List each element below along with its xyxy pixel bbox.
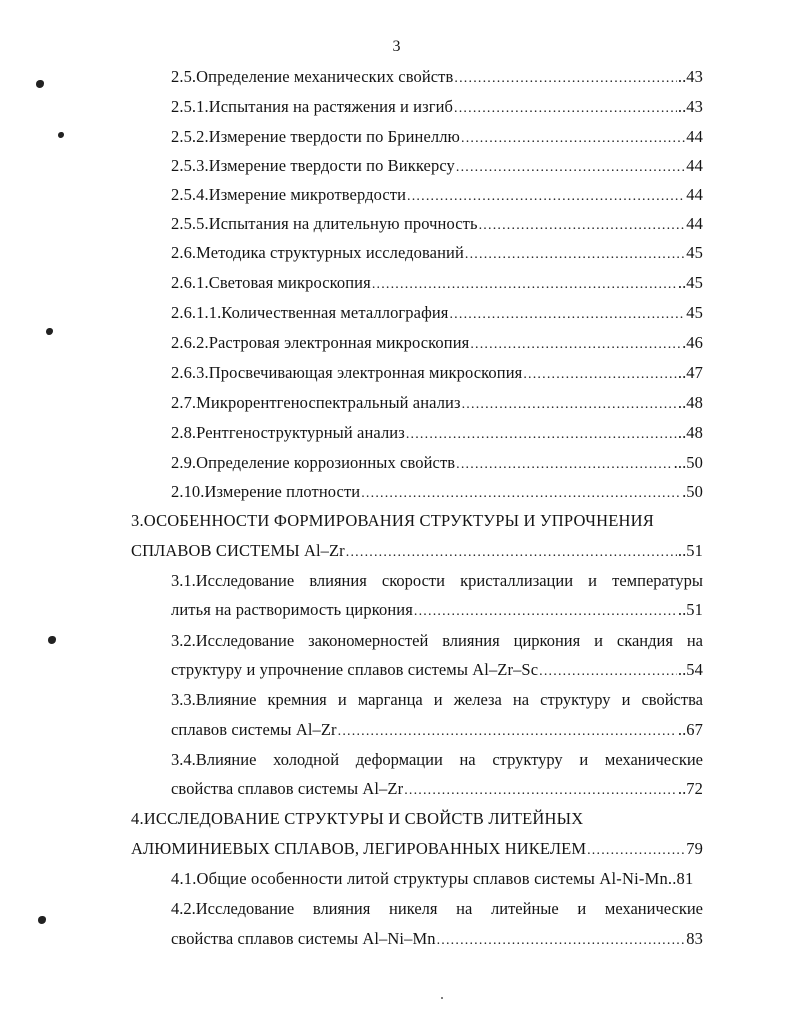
toc-entry-page: ..54 bbox=[677, 660, 703, 679]
dot-leader bbox=[539, 661, 677, 683]
toc-entry-page: ..43 bbox=[677, 67, 703, 86]
chapter-title-continued: СПЛАВОВ СИСТЕМЫ Al–Zr bbox=[131, 541, 345, 560]
toc-entry-label: 2.5.1.Испытания на растяжения и изгиб bbox=[171, 97, 454, 116]
toc-entry bbox=[171, 213, 703, 237]
toc-entry-line1: 3.3.Влияние кремния и марганца и железа на структуру и свойства bbox=[171, 690, 703, 709]
toc-entry-page: ..48 bbox=[677, 423, 703, 442]
toc-entry-page: ..47 bbox=[677, 363, 703, 382]
toc-entry-label: 2.6.2.Растровая электронная микроскопия bbox=[171, 333, 470, 352]
scan-mark bbox=[38, 916, 46, 924]
dot-leader bbox=[461, 128, 685, 150]
toc-entry-label: 2.6.3.Просвечивающая электронная микроскопия bbox=[171, 363, 523, 382]
scan-mark bbox=[46, 328, 53, 335]
toc-entry-page: ..51 bbox=[677, 541, 703, 560]
toc-entry bbox=[171, 96, 703, 120]
toc-entry-page: 44 bbox=[686, 127, 703, 146]
toc-entry bbox=[171, 599, 703, 623]
dot-leader bbox=[462, 394, 677, 416]
toc-entry-label: 2.10.Измерение плотности bbox=[171, 482, 361, 501]
toc-entry-line1: 3.4.Влияние холодной деформации на структуру и механические bbox=[171, 750, 703, 769]
toc-entry-page: ...50 bbox=[673, 453, 703, 472]
dot-leader bbox=[414, 601, 677, 623]
toc-entry-label: сплавов системы Al–Zr bbox=[171, 720, 337, 739]
toc-entry bbox=[171, 778, 703, 802]
toc-entry-page: 45 bbox=[686, 303, 703, 322]
toc-entry-label: 2.5.5.Испытания на длительную прочность bbox=[171, 214, 478, 233]
toc-entry bbox=[171, 392, 703, 416]
toc-entry bbox=[171, 332, 703, 356]
toc-entry bbox=[131, 540, 703, 564]
dot-leader bbox=[361, 483, 681, 505]
dot-leader bbox=[454, 98, 677, 120]
toc-entry-page: ..67 bbox=[677, 720, 703, 739]
toc-entry bbox=[171, 452, 703, 476]
toc-entry bbox=[171, 184, 703, 208]
toc-entry bbox=[171, 126, 703, 150]
toc-entry bbox=[171, 422, 703, 446]
dot-leader bbox=[470, 334, 681, 356]
toc-entry-label: литья на растворимость циркония bbox=[171, 600, 413, 619]
dot-leader bbox=[449, 304, 685, 326]
toc-entry bbox=[171, 66, 703, 90]
scan-mark bbox=[36, 80, 44, 88]
toc-entry-label: 2.9.Определение коррозионных свойств bbox=[171, 453, 456, 472]
dot-leader bbox=[523, 364, 677, 386]
toc-entry bbox=[171, 155, 703, 179]
toc-entry-label: 2.5.2.Измерение твердости по Бринеллю bbox=[171, 127, 460, 146]
toc-entry-label: свойства сплавов системы Al–Ni–Mn bbox=[171, 929, 436, 948]
chapter-title: 3.ОСОБЕННОСТИ ФОРМИРОВАНИЯ СТРУКТУРЫ И УПРОЧНЕНИЯ bbox=[131, 511, 654, 530]
scan-mark bbox=[58, 132, 64, 138]
toc-entry bbox=[171, 719, 703, 743]
toc-entry-line1: 3.1.Исследование влияния скорости кристаллизации и температуры bbox=[171, 571, 703, 590]
toc-entry-page: .46 bbox=[682, 333, 703, 352]
chapter-title-continued: АЛЮМИНИЕВЫХ СПЛАВОВ, ЛЕГИРОВАННЫХ НИКЕЛЕМ bbox=[131, 839, 587, 858]
toc-entry-label: 2.6.1.Световая микроскопия bbox=[171, 273, 371, 292]
toc-entry bbox=[171, 928, 703, 952]
toc-entry-page: 44 bbox=[686, 214, 703, 233]
toc-entry-page: .50 bbox=[682, 482, 703, 501]
dot-leader bbox=[404, 780, 677, 802]
dot-leader bbox=[407, 186, 685, 208]
dot-leader bbox=[587, 840, 685, 862]
toc-entry-page: 79 bbox=[686, 839, 703, 858]
toc-entry bbox=[171, 362, 703, 386]
toc-entry-label: 2.7.Микрорентгеноспектральный анализ bbox=[171, 393, 461, 412]
page-number: 3 bbox=[392, 38, 401, 55]
toc-entry-page: ..51 bbox=[677, 600, 703, 619]
dot-leader bbox=[338, 721, 677, 743]
scan-speck bbox=[441, 997, 443, 999]
toc-entry bbox=[171, 272, 703, 296]
toc-entry bbox=[131, 838, 703, 862]
toc-entry-line1: 4.2.Исследование влияния никеля на литейные и механические bbox=[171, 899, 703, 918]
dot-leader bbox=[479, 215, 686, 237]
toc-entry-page: 83 bbox=[686, 929, 703, 948]
toc-entry-page: ..72 bbox=[677, 779, 703, 798]
toc-entry-page: ..43 bbox=[677, 97, 703, 116]
dot-leader bbox=[437, 930, 686, 952]
toc-entry-single: 4.1.Общие особенности литой структуры сплавов системы Al-Ni-Mn..81 bbox=[171, 869, 694, 888]
dot-leader bbox=[346, 542, 677, 564]
toc-entry-label: 2.6.Методика структурных исследований bbox=[171, 243, 464, 262]
toc-entry-page: ..48 bbox=[677, 393, 703, 412]
dot-leader bbox=[406, 424, 677, 446]
toc-entry-label: 2.8.Рентгеноструктурный анализ bbox=[171, 423, 405, 442]
toc-entry-page: ..45 bbox=[677, 273, 703, 292]
toc-entry-label: 2.6.1.1.Количественная металлография bbox=[171, 303, 449, 322]
dot-leader bbox=[456, 157, 685, 179]
scan-mark bbox=[48, 636, 56, 644]
toc-entry bbox=[171, 481, 703, 505]
toc-entry bbox=[171, 659, 703, 683]
toc-entry-label: структуру и упрочнение сплавов системы Al–Zr–Sc bbox=[171, 660, 539, 679]
dot-leader bbox=[454, 68, 676, 90]
toc-entry-page: 44 bbox=[686, 185, 703, 204]
toc-entry-page: 44 bbox=[686, 156, 703, 175]
toc-entry-line1: 3.2.Исследование закономерностей влияния циркония и скандия на bbox=[171, 631, 703, 650]
toc-entry-page: 45 bbox=[686, 243, 703, 262]
toc-entry bbox=[171, 302, 703, 326]
toc-entry bbox=[171, 242, 703, 266]
toc-entry-label: 2.5.Определение механических свойств bbox=[171, 67, 454, 86]
toc-entry-label: 2.5.3.Измерение твердости по Виккерсу bbox=[171, 156, 455, 175]
toc-entry-label: 2.5.4.Измерение микротвердости bbox=[171, 185, 407, 204]
dot-leader bbox=[456, 454, 672, 476]
chapter-title: 4.ИССЛЕДОВАНИЕ СТРУКТУРЫ И СВОЙСТВ ЛИТЕЙНЫХ bbox=[131, 809, 584, 828]
toc-entry-label: свойства сплавов системы Al–Zr bbox=[171, 779, 404, 798]
dot-leader bbox=[465, 244, 685, 266]
dot-leader bbox=[372, 274, 677, 296]
